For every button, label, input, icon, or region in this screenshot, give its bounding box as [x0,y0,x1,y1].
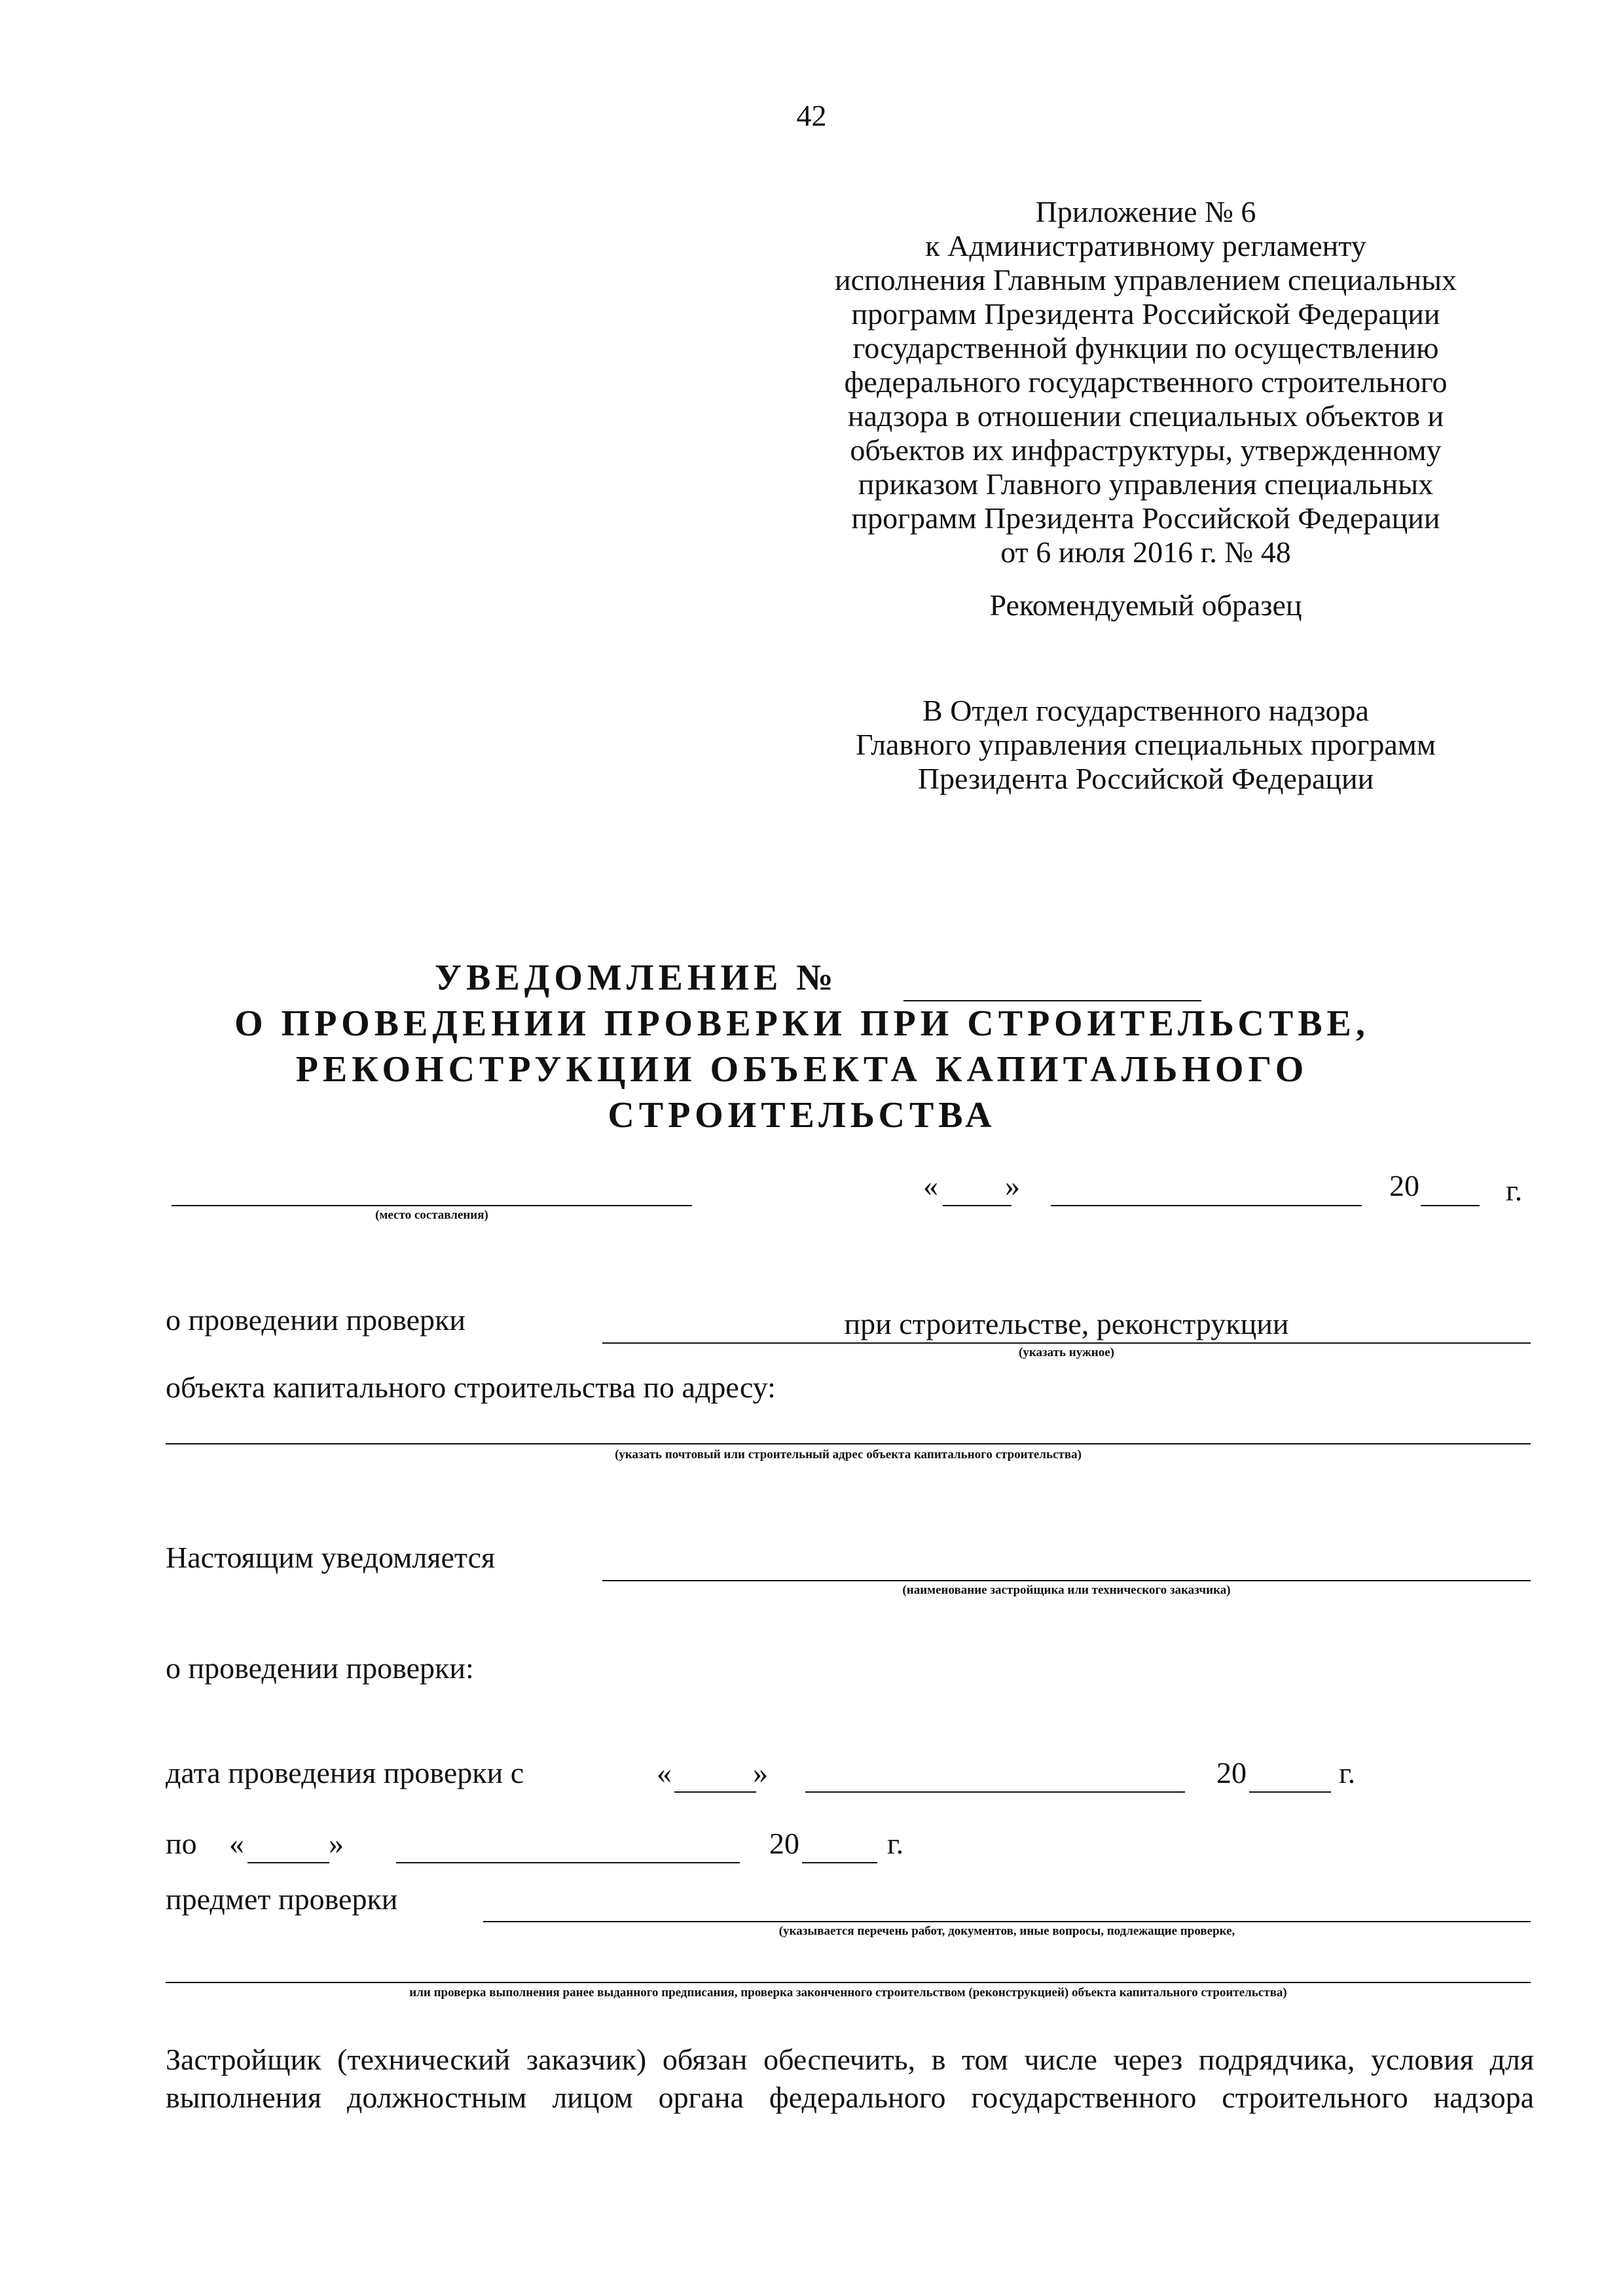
appendix-line: программ Президента Российской Федерации [851,501,1440,535]
date-to-day-field[interactable] [247,1862,329,1863]
date-to-label: по [166,1827,197,1860]
month-field[interactable] [1051,1205,1362,1206]
year-field[interactable] [1421,1205,1480,1206]
notified-label: Настоящим уведомляется [166,1541,496,1574]
developer-name-caption: (наименование застройщика или технического заказчика) [902,1583,1231,1597]
subject-field-line-1[interactable] [483,1921,1531,1922]
date-to-month-field[interactable] [396,1862,740,1863]
inspection-type-field[interactable] [602,1342,1531,1344]
year-prefix: 20 [1389,1169,1419,1202]
sample-label: Рекомендуемый образец [989,588,1302,622]
date-to-quote-open: « [229,1827,244,1860]
date-from-quote-open: « [657,1756,672,1789]
appendix-header [773,195,1519,569]
appendix-line: государственной функции по осуществлению [852,331,1439,365]
appendix-line: объектов их инфраструктуры, утвержденному [850,433,1442,467]
object-address-caption: (указать почтовый или строительный адрес объекта капитального строительства) [615,1448,1082,1462]
appendix-line: от 6 июля 2016 г. № 48 [1000,535,1291,569]
quote-close: » [1005,1169,1020,1202]
date-to-quote-close: » [329,1827,344,1860]
year-suffix: г. [1506,1174,1523,1207]
title-line-1: УВЕДОМЛЕНИЕ № [435,958,838,998]
appendix-line: федерального государственного строительного [844,365,1448,399]
date-from-quote-close: » [753,1756,768,1789]
day-field[interactable] [943,1205,1012,1206]
inspection-type-caption: (указать нужное) [1019,1346,1114,1359]
subject-caption-1: (указывается перечень работ, документов, иные вопросы, подлежащие проверке, [778,1924,1235,1938]
object-address-field[interactable] [166,1443,1531,1444]
date-to-year-suffix: г. [887,1827,904,1860]
date-from-year-suffix: г. [1339,1756,1356,1789]
date-from-day-field[interactable] [674,1791,756,1793]
subject-label: предмет проверки [166,1882,398,1916]
subject-field-line-2[interactable] [166,1982,1531,1983]
appendix-line: исполнения Главным управлением специальных [834,263,1457,296]
title-line-2: О ПРОВЕДЕНИИ ПРОВЕРКИ ПРИ СТРОИТЕЛЬСТВЕ, [234,1003,1370,1044]
appendix-line: программ Президента Российской Федерации [851,297,1440,331]
inspection-label: о проведении проверки [166,1303,466,1336]
quote-open: « [923,1169,938,1202]
title-line-4: СТРОИТЕЛЬСТВА [608,1095,996,1136]
appendix-line: надзора в отношении специальных объектов и [847,399,1444,433]
object-address-label: объекта капитального строительства по адресу: [166,1371,776,1404]
place-field[interactable] [172,1205,692,1206]
date-to-year-prefix: 20 [769,1827,799,1860]
paragraph-line-1: Застройщик (технический заказчик) обязан обеспечить, в том числе через подрядчика, условия для [166,2043,1534,2076]
appendix-line: приказом Главного управления специальных [858,467,1434,501]
inspection-type-value: при строительстве, реконструкции [844,1307,1289,1340]
addressee-line: Президента Российской Федерации [917,762,1374,795]
subject-caption-2: или проверка выполнения ранее выданного предписания, проверка законченного строительством (реконструкцией) объекта капитального строительства) [409,1986,1287,2000]
appendix-line: к Административному регламенту [925,229,1366,262]
appendix-line: Приложение № 6 [1035,195,1256,228]
about-inspection-label: о проведении проверки: [166,1651,474,1685]
developer-name-field[interactable] [602,1580,1531,1581]
date-from-month-field[interactable] [805,1791,1185,1793]
notice-number-field[interactable] [903,1000,1201,1001]
place-caption: (место составления) [375,1208,488,1222]
paragraph-line-2: выполнения должностным лицом органа федерального государственного строительного надзора [166,2081,1534,2114]
date-to-year-field[interactable] [802,1862,877,1863]
addressee-line: Главного управления специальных программ [855,728,1436,761]
page-number: 42 [796,99,827,132]
date-from-year-prefix: 20 [1216,1756,1247,1789]
addressee-line: В Отдел государственного надзора [922,694,1369,727]
title-line-3: РЕКОНСТРУКЦИИ ОБЪЕКТА КАПИТАЛЬНОГО [295,1049,1309,1090]
addressee-block [773,694,1519,796]
date-from-label: дата проведения проверки с [166,1756,524,1789]
date-from-year-field[interactable] [1249,1791,1331,1793]
